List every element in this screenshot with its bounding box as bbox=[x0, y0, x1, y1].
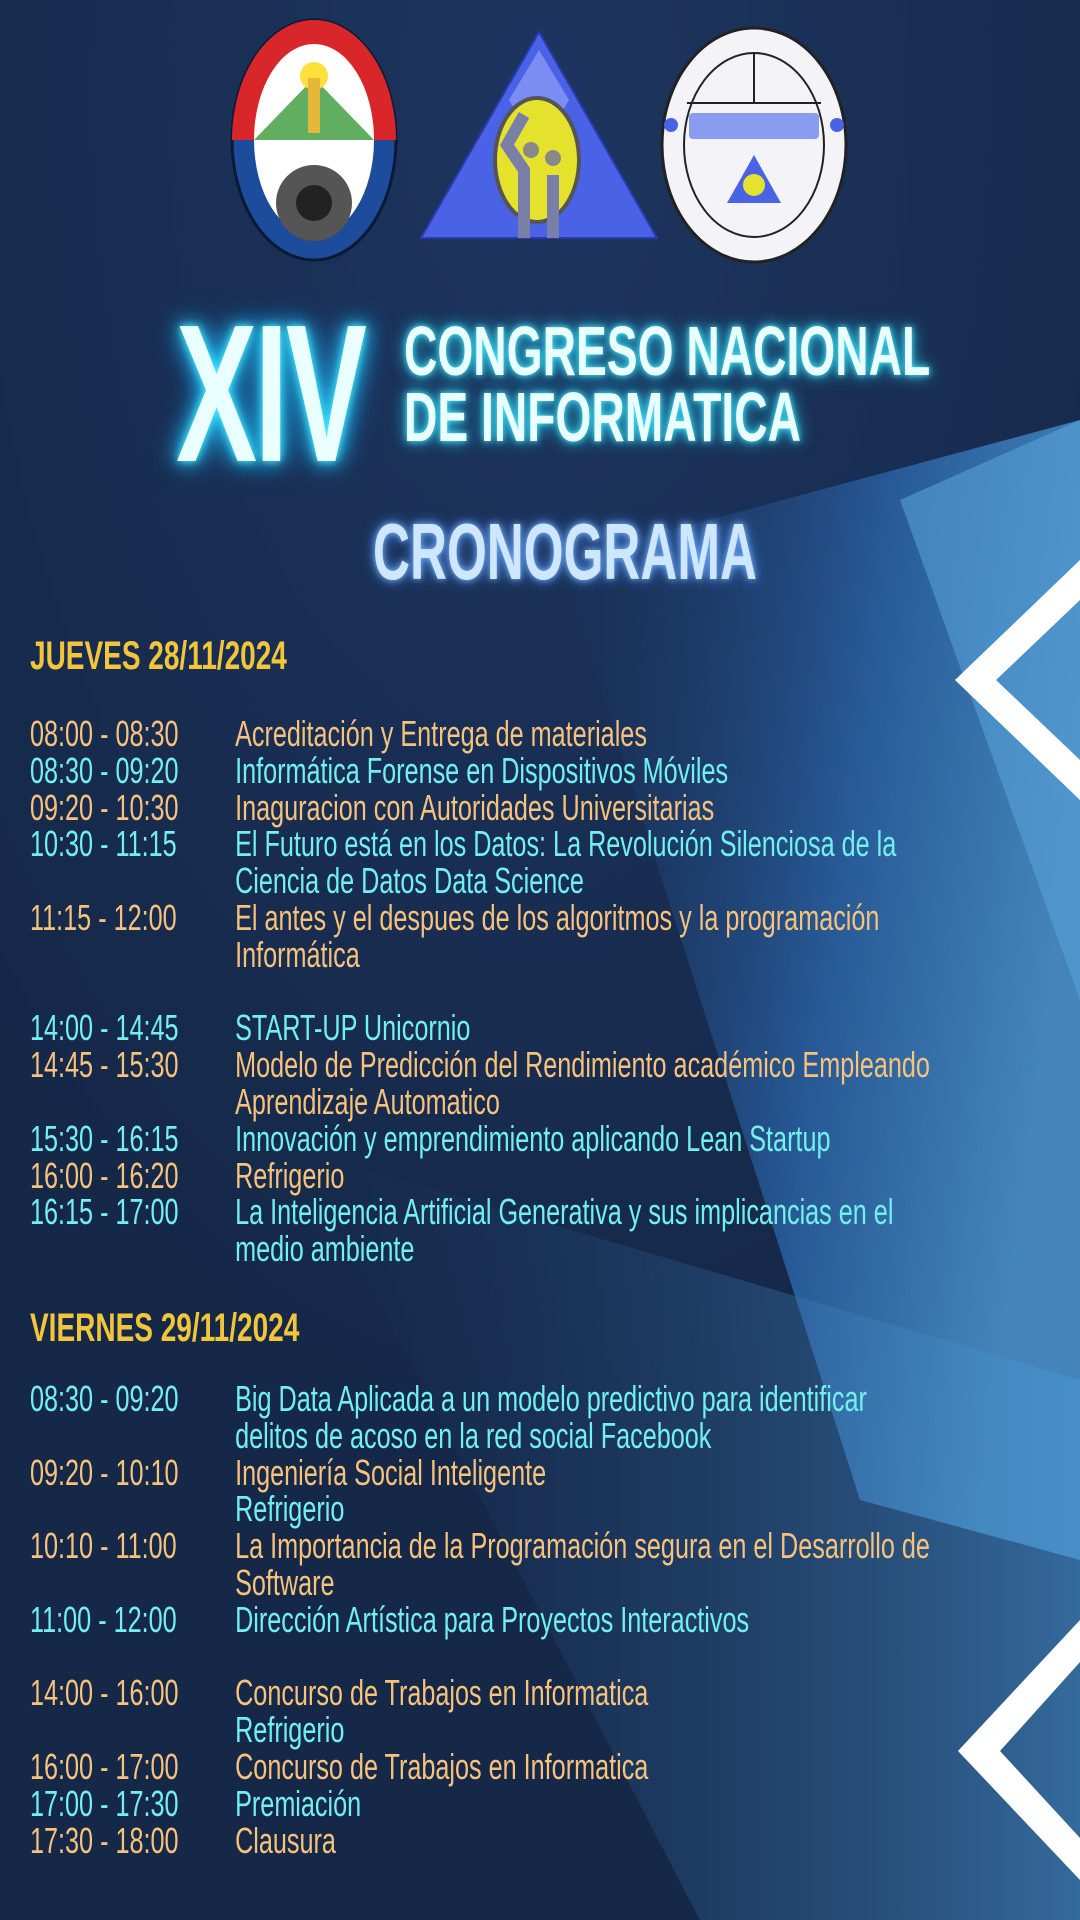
schedule-row bbox=[30, 1488, 996, 1530]
session-title: La Inteligencia Artificial Generativa y sus implicancias en el bbox=[235, 1191, 894, 1233]
session-time: 16:00 - 16:20 bbox=[30, 1154, 179, 1196]
session-time: 08:30 - 09:20 bbox=[30, 749, 179, 791]
session-title: Refrigerio bbox=[235, 1488, 345, 1530]
session-title: Clausura bbox=[235, 1819, 336, 1861]
session-title: Dirección Artística para Proyectos Interactivos bbox=[235, 1598, 750, 1640]
session-title: Software bbox=[235, 1561, 335, 1603]
schedule-row bbox=[30, 786, 996, 828]
session-time: 09:20 - 10:30 bbox=[30, 786, 179, 828]
schedule-row bbox=[30, 1154, 996, 1196]
session-time: 08:30 - 09:20 bbox=[30, 1378, 179, 1419]
session-time: 14:00 - 14:45 bbox=[30, 1007, 179, 1049]
schedule-row bbox=[30, 1378, 996, 1419]
session-title: Concurso de Trabajos en Informatica bbox=[235, 1745, 649, 1787]
schedule-row bbox=[30, 1782, 996, 1824]
schedule-row bbox=[30, 1414, 996, 1456]
schedule-row bbox=[30, 1561, 996, 1603]
session-time: 09:20 - 10:10 bbox=[30, 1451, 179, 1493]
session-time bbox=[30, 1418, 235, 1455]
session-title: El Futuro está en los Datos: La Revolución Silenciosa de la bbox=[235, 823, 897, 865]
list-spacer bbox=[30, 974, 996, 1011]
session-time: 10:10 - 11:00 bbox=[30, 1525, 177, 1567]
session-title: START-UP Unicornio bbox=[235, 1007, 471, 1049]
day-heading-friday: VIERNES 29/11/2024 bbox=[30, 1306, 300, 1350]
schedule-row bbox=[30, 933, 996, 975]
list-spacer bbox=[30, 1639, 996, 1676]
schedule-row bbox=[30, 1117, 996, 1159]
session-time bbox=[30, 1084, 235, 1121]
session-title: Acreditación y Entrega de materiales bbox=[235, 713, 647, 754]
session-title: Big Data Aplicada a un modelo predictivo para identificar bbox=[235, 1378, 867, 1419]
schedule-row bbox=[30, 1228, 996, 1270]
session-time: 16:15 - 17:00 bbox=[30, 1191, 179, 1233]
schedule-row bbox=[30, 749, 996, 791]
session-time: 15:30 - 16:15 bbox=[30, 1117, 179, 1159]
congress-title-line2: DE INFORMATICA bbox=[404, 378, 801, 456]
schedule-row bbox=[30, 1709, 996, 1751]
session-title: Premiación bbox=[235, 1782, 362, 1824]
congress-title-line1: CONGRESO NACIONAL bbox=[404, 312, 931, 390]
session-time bbox=[30, 1712, 235, 1749]
session-title: Ciencia de Datos Data Science bbox=[235, 860, 584, 902]
schedule-row bbox=[30, 1672, 996, 1714]
schedule-heading: CRONOGRAMA bbox=[373, 507, 757, 596]
university-logo bbox=[230, 18, 398, 262]
day-heading-thursday: JUEVES 28/11/2024 bbox=[30, 634, 287, 678]
schedule-row bbox=[30, 896, 996, 938]
session-time bbox=[30, 1491, 235, 1528]
schedule-list-thursday bbox=[30, 713, 996, 1270]
congress-title bbox=[404, 312, 931, 456]
session-title: Ingeniería Social Inteligente bbox=[235, 1451, 547, 1493]
session-time: 17:30 - 18:00 bbox=[30, 1819, 179, 1861]
session-title: Innovación y emprendimiento aplicando Lean Startup bbox=[235, 1117, 831, 1159]
schedule-row bbox=[30, 1745, 996, 1787]
schedule-row bbox=[30, 860, 996, 902]
session-time: 14:45 - 15:30 bbox=[30, 1044, 179, 1086]
session-time bbox=[30, 1565, 235, 1602]
schedule-row bbox=[30, 713, 996, 754]
session-title: El antes y el despues de los algoritmos y la programación bbox=[235, 896, 880, 938]
schedule-row bbox=[30, 823, 996, 865]
session-time: 11:00 - 12:00 bbox=[30, 1598, 177, 1640]
iidai-institute-logo bbox=[659, 25, 849, 265]
session-time: 17:00 - 17:30 bbox=[30, 1782, 179, 1824]
schedule-row bbox=[30, 1007, 996, 1049]
schedule-row bbox=[30, 1525, 996, 1567]
schedule-row bbox=[30, 1598, 996, 1640]
session-time bbox=[30, 863, 235, 900]
session-time: 14:00 - 16:00 bbox=[30, 1672, 179, 1714]
session-time: 08:00 - 08:30 bbox=[30, 713, 179, 754]
session-time bbox=[30, 937, 235, 974]
edition-number: XIV bbox=[176, 284, 365, 503]
session-title: Refrigerio bbox=[235, 1154, 345, 1196]
session-title: Concurso de Trabajos en Informatica bbox=[235, 1672, 649, 1714]
session-title: Refrigerio bbox=[235, 1709, 345, 1751]
schedule-list-friday bbox=[30, 1378, 996, 1861]
schedule-row bbox=[30, 1819, 996, 1861]
session-title: La Importancia de la Programación segura en el Desarrollo de bbox=[235, 1525, 930, 1567]
schedule-row bbox=[30, 1191, 996, 1233]
session-time bbox=[30, 1231, 235, 1268]
session-time: 11:15 - 12:00 bbox=[30, 896, 177, 938]
session-title: Informática bbox=[235, 933, 360, 975]
informatica-triangle-logo bbox=[419, 30, 659, 240]
session-time: 10:30 - 11:15 bbox=[30, 823, 177, 865]
session-title: medio ambiente bbox=[235, 1228, 415, 1270]
schedule-row bbox=[30, 1451, 996, 1493]
session-title: Aprendizaje Automatico bbox=[235, 1080, 500, 1122]
session-title: delitos de acoso en la red social Facebook bbox=[235, 1414, 712, 1456]
session-title: Informática Forense en Dispositivos Móviles bbox=[235, 749, 729, 791]
session-title: Inaguracion con Autoridades Universitarias bbox=[235, 786, 715, 828]
session-time: 16:00 - 17:00 bbox=[30, 1745, 179, 1787]
schedule-row bbox=[30, 1080, 996, 1122]
schedule-row bbox=[30, 1044, 996, 1086]
session-title: Modelo de Predicción del Rendimiento académico Empleando bbox=[235, 1044, 930, 1086]
